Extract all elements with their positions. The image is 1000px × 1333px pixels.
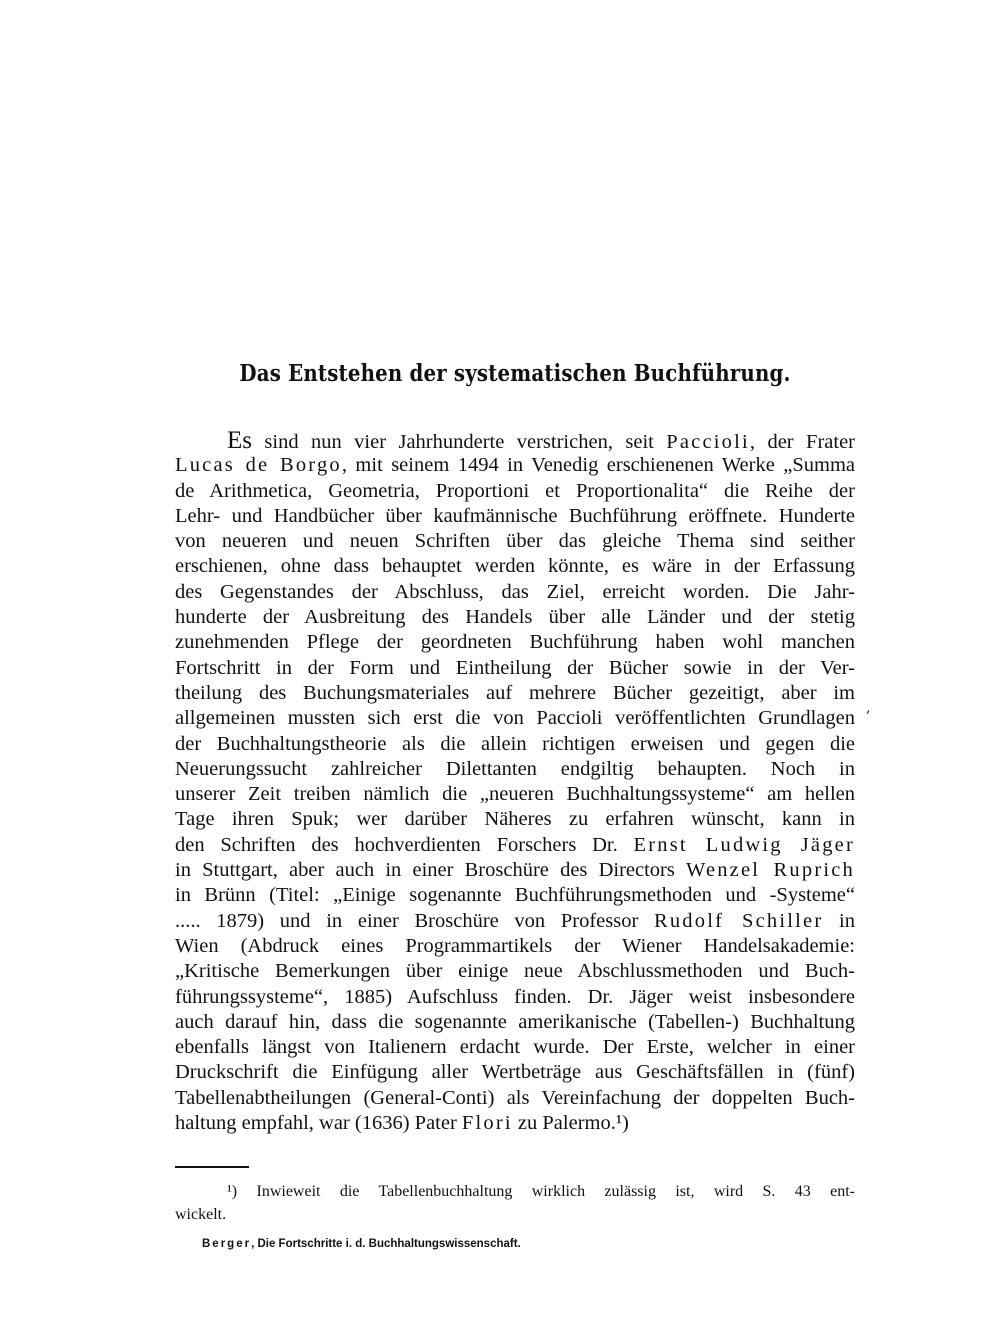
text-line: hunderte der Ausbreitung des Handels über alle Länder und der stetig xyxy=(175,606,855,629)
text-line: Lucas de Borgo, mit seinem 1494 in Venedig erschienenen Werke „Summa xyxy=(175,454,855,477)
text-line: führungssysteme“, 1885) Aufschluss finden. Dr. Jäger weist insbesondere xyxy=(175,985,855,1008)
text-line: Tabellenabtheilungen (General-Conti) als Vereinfachung der doppelten Buch- xyxy=(175,1086,855,1109)
footnote-rule xyxy=(175,1166,249,1168)
spaced-name: Lucas de Borgo xyxy=(175,454,342,477)
footnote-line: wickelt. xyxy=(175,1206,227,1223)
signature-author: Berger xyxy=(202,1238,252,1250)
text-line: ..... 1879) und in einer Broschüre von Professor Rudolf Schiller in xyxy=(175,909,855,932)
text-line: auch darauf hin, dass die sogenannte amerikanische (Tabellen-) Buchhaltung xyxy=(175,1010,855,1033)
spaced-name: Ernst Ludwig Jäger xyxy=(633,833,855,856)
text-line: „Kritische Bemerkungen über einige neue Abschlussmethoden und Buch- xyxy=(175,960,855,983)
text-line: unserer Zeit treiben nämlich die „neueren Buchhaltungssysteme“ am hellen xyxy=(175,783,855,806)
text-line: Es sind nun vier Jahrhunderte verstrichen, seit Paccioli, der Frater xyxy=(227,427,855,454)
footnote-line: ¹) Inwieweit die Tabellenbuchhaltung wirklich zulässig ist, wird S. 43 ent- xyxy=(227,1183,855,1200)
text-line: des Gegenstandes der Abschluss, das Ziel, erreicht worden. Die Jahr- xyxy=(175,580,855,603)
signature-title: , Die Fortschritte i. d. Buchhaltungswissenschaft. xyxy=(251,1238,521,1250)
text-line: theilung des Buchungsmateriales auf mehrere Bücher gezeitigt, aber im xyxy=(175,681,855,704)
drop-cap: Es xyxy=(227,427,252,454)
text-line: de Arithmetica, Geometria, Proportioni et Proportionalita“ die Reihe der xyxy=(175,479,855,502)
text-line: in Stuttgart, aber auch in einer Broschüre des Directors Wenzel Ruprich xyxy=(175,859,856,882)
spaced-name: Flori xyxy=(461,1112,513,1135)
text-line: haltung empfahl, war (1636) Pater Flori zu Palermo.¹) xyxy=(175,1112,629,1135)
signature-line xyxy=(202,1238,521,1250)
spaced-name: Paccioli xyxy=(666,431,750,453)
text-line: Druckschrift die Einfügung aller Wertbeträge aus Geschäftsfällen in (fünf) xyxy=(175,1061,855,1084)
text-line: Lehr- und Handbücher über kaufmännische Buchführung eröffnete. Hunderte xyxy=(175,504,855,527)
text-line: erschienen, ohne dass behauptet werden könnte, es wäre in der Erfassung xyxy=(175,555,855,578)
text-line: Wien (Abdruck eines Programmartikels der Wiener Handelsakademie: xyxy=(175,934,855,957)
text-line: Tage ihren Spuk; wer darüber Näheres zu erfahren wünscht, kann in xyxy=(175,808,855,831)
text-line: der Buchhaltungstheorie als die allein richtigen erweisen und gegen die xyxy=(175,732,855,755)
text-line: Fortschritt in der Form und Eintheilung der Bücher sowie in der Ver- xyxy=(175,656,855,679)
margin-mark: , xyxy=(866,700,871,716)
text-line: den Schriften des hochverdienten Forschers Dr. Ernst Ludwig Jäger xyxy=(175,833,855,856)
spaced-name: Rudolf Schiller xyxy=(653,909,824,932)
text-line: allgemeinen mussten sich erst die von Paccioli veröffentlichten Grundlagen xyxy=(175,707,855,730)
body-text xyxy=(175,428,855,1136)
text-line: von neueren und neuen Schriften über das gleiche Thema sind seither xyxy=(175,530,855,553)
text-line: in Brünn (Titel: „Einige sogenannte Buchführungsmethoden und -Systeme“ xyxy=(175,884,855,907)
text-line: Neuerungssucht zahlreicher Dilettanten endgiltig behaupten. Noch in xyxy=(175,757,855,780)
spaced-name: Wenzel Ruprich xyxy=(686,859,856,882)
footnote xyxy=(175,1180,855,1226)
text-line: zunehmenden Pflege der geordneten Buchführung haben wohl manchen xyxy=(175,631,855,654)
text-line: ebenfalls längst von Italienern erdacht wurde. Der Erste, welcher in einer xyxy=(175,1036,855,1059)
page-title: Das Entstehen der systematischen Buchführung. xyxy=(239,360,791,387)
